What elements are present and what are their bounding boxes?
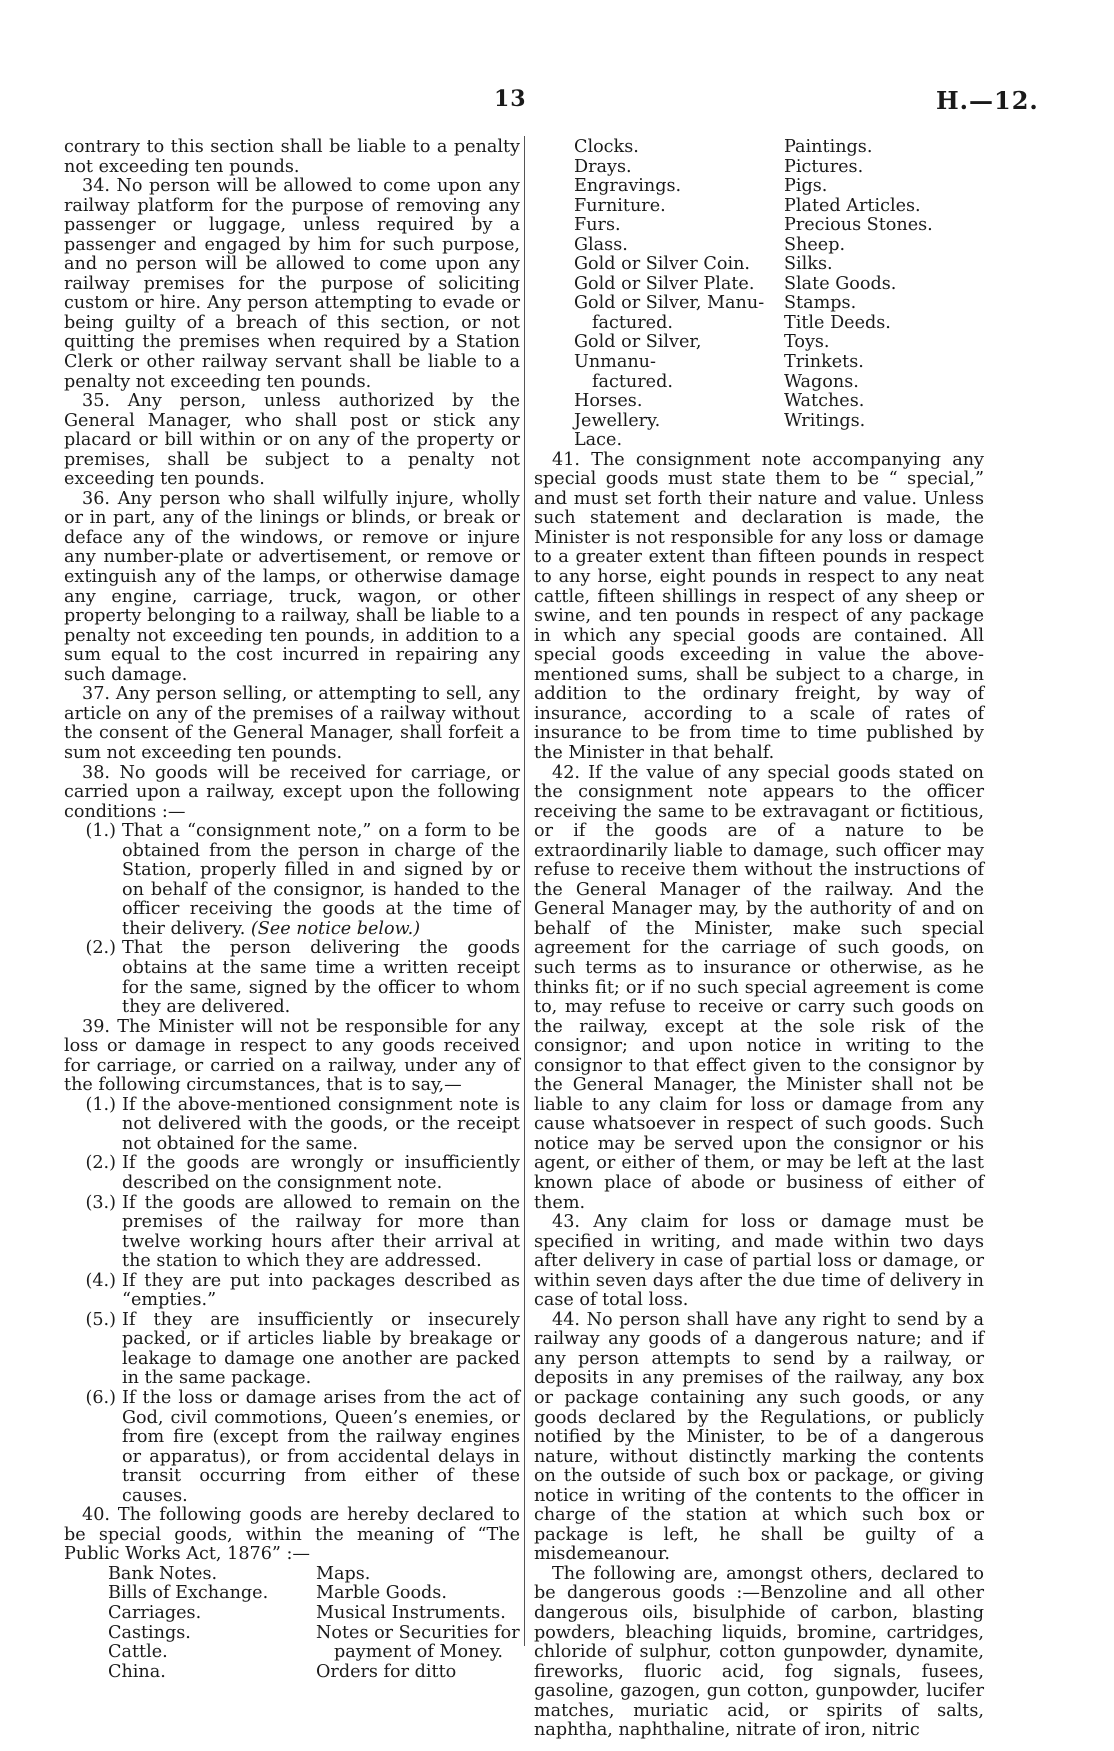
goods-item: Sheep. [784,234,846,255]
goods-column-a [108,1565,316,1682]
page-number: 13 [494,86,527,112]
goods-item: Carriages. [108,1603,202,1624]
paragraph-39: 39. The Minister will not be responsible for any loss or damage in respect to any goods received for carriage, or carried on a railway, under any of the following circumstances, that is to say,— [64,1016,520,1096]
goods-item: Slate Goods. [784,273,897,294]
goods-item: Paintings. [784,137,873,157]
goods-item: Watches. [784,391,865,412]
goods-column-c [574,138,784,451]
item-text: That the person delivering the goods obtains at the same time a written receipt for the same, signed by the officer to whom they are delivered. [122,938,520,1018]
goods-item: Jewellery. [574,410,661,431]
goods-item: Orders for ditto [316,1661,457,1682]
item-text: If the goods are wrongly or insufficiently described on the consignment note. [122,1153,520,1193]
goods-item: Trinkets. [784,352,864,373]
goods-item-continuation: factured. [592,312,673,333]
goods-column-d [784,138,984,451]
goods-item: Drays. [574,156,632,177]
goods-item: Gold or Silver, Unmanu- [574,332,702,373]
goods-item: Pigs. [784,176,828,197]
right-column [534,138,984,1741]
goods-item: Wagons. [784,371,859,392]
goods-item: Plated Articles. [784,195,921,216]
goods-item-continuation: payment of Money. [334,1642,504,1663]
item-text: If the above-mentioned consignment note is not delivered with the goods, or the receipt not obtained for the same. [122,1094,520,1154]
page-header [0,86,1114,126]
goods-item: Castings. [108,1622,191,1643]
paragraph-38: 38. No goods will be received for carriage, or carried upon a railway, except upon the following conditions :— [64,762,520,822]
goods-item: Toys. [784,332,830,353]
paragraph-43: 43. Any claim for loss or damage must be specified in writing, and made within two days after delivery in case of partial loss or damage, or within seven days after the due time of delivery in case of total loss. [534,1212,984,1311]
item-number: (1.) [85,821,116,842]
paragraph-33-continuation: contrary to this section shall be liable to a penalty not exceeding ten pounds. [64,137,520,177]
item-number: (1.) [85,1094,116,1115]
goods-item: Bills of Exchange. [108,1583,269,1604]
left-column [64,138,520,1682]
dangerous-goods-list: The following are, amongst others, declared to be dangerous goods :—Benzoline and all other dangerous oils, bisulphide of carbon, blasting powders, bleaching liquids, bromine, cartridges, chloride of sulphur, cotton gunpowder, dynamite, fireworks, fluoric acid, fog signals, fusees, gasoline, gazogen, gun cotton, gunpowder, lucifer matches, muriatic acid, or spirits of salts, naphtha, naphthaline, nitrate of iron, nitric [534,1563,984,1741]
goods-item: Lace. [574,430,623,451]
special-goods-list-left [64,1565,520,1682]
document-reference: H.—12. [936,86,1039,115]
goods-item: Stamps. [784,293,857,314]
circumstance-item [64,1389,520,1506]
paragraph-41: 41. The consignment note accompanying any special goods must state them to be “ special,” and must set forth their nature and value. Unless such statement and declaration is made, the Minister is not responsible for any loss or damage to a greater extent than fifteen pounds in respect to any horse, eight pounds in respect to any neat cattle, fifteen shillings in respect of any sheep or swine, and ten pounds in respect of any package in which any special goods are contained. All special goods exceeding in value the above-mentioned sums, shall be subject to a charge, in addition to the ordinary freight, by way of insurance, according to a scale of rates of insurance to be from time to time published by the Minister in that behalf. [534,449,984,763]
paragraph-40: 40. The following goods are hereby declared to be special goods, within the meaning of “The Public Works Act, 1876” :— [64,1505,520,1565]
goods-item: Furniture. [574,195,666,216]
goods-item: Pictures. [784,156,864,177]
circumstance-item [64,1272,520,1311]
item-number: (6.) [85,1388,116,1408]
goods-item: Precious Stones. [784,215,933,236]
paragraph-44: 44. No person shall have any right to send by a railway any goods of a dangerous nature; and if any person attempts to send by a railway, or deposits in any premises of the railway, any box or package containing any such goods, or any goods declared by the Regulations, or publicly notified by the Minister, to be of a dangerous nature, without distinctly marking the contents on the outside of such box or package, or giving notice in writing of the contents to the officer in charge of the station at which such box or package is left, he shall be guilty of a misdemeanour. [534,1309,984,1565]
goods-item: Gold or Silver, Manu- [574,293,765,314]
item-text [122,822,520,939]
item-text: If the loss or damage arises from the act of God, civil commotions, Queen’s enemies, or from fire (except from the railway engines or apparatus), or from accidental delays in transit occurring from either of these causes. [122,1388,520,1506]
paragraph-42: 42. If the value of any special goods stated on the consignment note appears to the officer receiving the same to be extravagant or fictitious, or if the goods are of a nature to be extraordinarily liable to damage, such officer may refuse to receive them without the instructions of the General Manager of the railway. And the General Manager may, by the authority of and on behalf of the Minister, make such special agreement for the carriage of such goods, on such terms as to insurance or otherwise, as he thinks fit; or if no such special agreement is come to, may refuse to receive or carry such goods on the railway, except at the sole risk of the consignor; and upon notice in writing to the consignor to that effect given to the consignor by the General Manager, the Minister shall not be liable to any claim for loss or damage from any cause whatsoever in respect of such goods. Such notice may be served upon the consignor or his agent, or either of them, or may be left at the last known place of abode or business of either of them. [534,762,984,1213]
paragraph-35: 35. Any person, unless authorized by the General Manager, who shall post or stick any placard or bill within or on any of the property or premises, shall be subject to a penalty not exceeding ten pounds. [64,391,520,490]
goods-item: Title Deeds. [784,312,891,333]
goods-item: Gold or Silver Plate. [574,273,755,294]
goods-item: Gold or Silver Coin. [574,254,750,275]
item-text: If the goods are allowed to remain on the premises of the railway for more than twelve working hours after their arrival at the station to which they are addressed. [122,1192,520,1272]
condition-item [64,939,520,1017]
item-number: (2.) [85,1153,116,1174]
paragraph-34: 34. No person will be allowed to come upon any railway platform for the purpose of removing any passenger or luggage, unless required by a passenger and engaged by him for such purpose, and no person will be allowed to come upon any railway premises for the purpose of soliciting custom or hire. Any person attempting to evade or being guilty of a breach of this section, or not quitting the premises when required by a Station Clerk or other railway servant shall be liable to a penalty not exceeding ten pounds. [64,176,520,392]
goods-item: Clocks. [574,137,639,157]
goods-item: Marble Goods. [316,1583,447,1604]
goods-item: Notes or Securities for [316,1622,520,1643]
item-note: (See notice below.) [250,918,421,939]
goods-item: Engravings. [574,176,682,197]
goods-column-b [316,1565,520,1682]
goods-item: Musical Instruments. [316,1603,506,1624]
goods-item: Silks. [784,254,833,275]
goods-item: Cattle. [108,1642,168,1663]
item-number: (2.) [85,938,116,959]
item-text: If they are put into packages described as “empties.” [122,1270,520,1311]
condition-item [64,822,520,939]
goods-item: Writings. [784,410,866,431]
item-text: If they are insufficiently or insecurely packed, or if articles liable by breakage or leakage to damage one another are packed in the same package. [122,1309,520,1389]
goods-item: Maps. [316,1563,371,1584]
item-number: (5.) [85,1309,116,1330]
special-goods-list-right [534,138,984,451]
item-number: (4.) [85,1270,116,1291]
paragraph-37: 37. Any person selling, or attempting to sell, any article on any of the premises of a railway without the consent of the General Manager, shall forfeit a sum not exceeding ten pounds. [64,684,520,763]
goods-item: Glass. [574,234,628,255]
circumstance-item [64,1311,520,1389]
column-divider [524,136,525,1646]
circumstance-item [64,1194,520,1272]
goods-item: Horses. [574,391,643,412]
paragraph-36: 36. Any person who shall wilfully injure, wholly or in part, any of the linings or blinds, or break or deface any of the windows, or remove or injure any number-plate or advertisement, or remove or extinguish any of the lamps, or otherwise damage any engine, carriage, truck, wagon, or other property belonging to a railway, shall be liable to a penalty not exceeding ten pounds, in addition to a sum equal to the cost incurred in repairing any such damage. [64,488,520,685]
goods-item-continuation: factured. [592,371,673,392]
goods-item: China. [108,1661,166,1682]
goods-item: Furs. [574,215,621,236]
goods-item: Bank Notes. [108,1563,218,1584]
circumstance-item [64,1096,520,1155]
item-number: (3.) [85,1192,116,1213]
circumstance-item [64,1154,520,1193]
item-body: That a “consignment note,” on a form to be obtained from the person in charge of the Station, properly filled in and signed by or on behalf of the consignor, is handed to the officer receiving the goods at the time of their delivery. [122,821,520,939]
